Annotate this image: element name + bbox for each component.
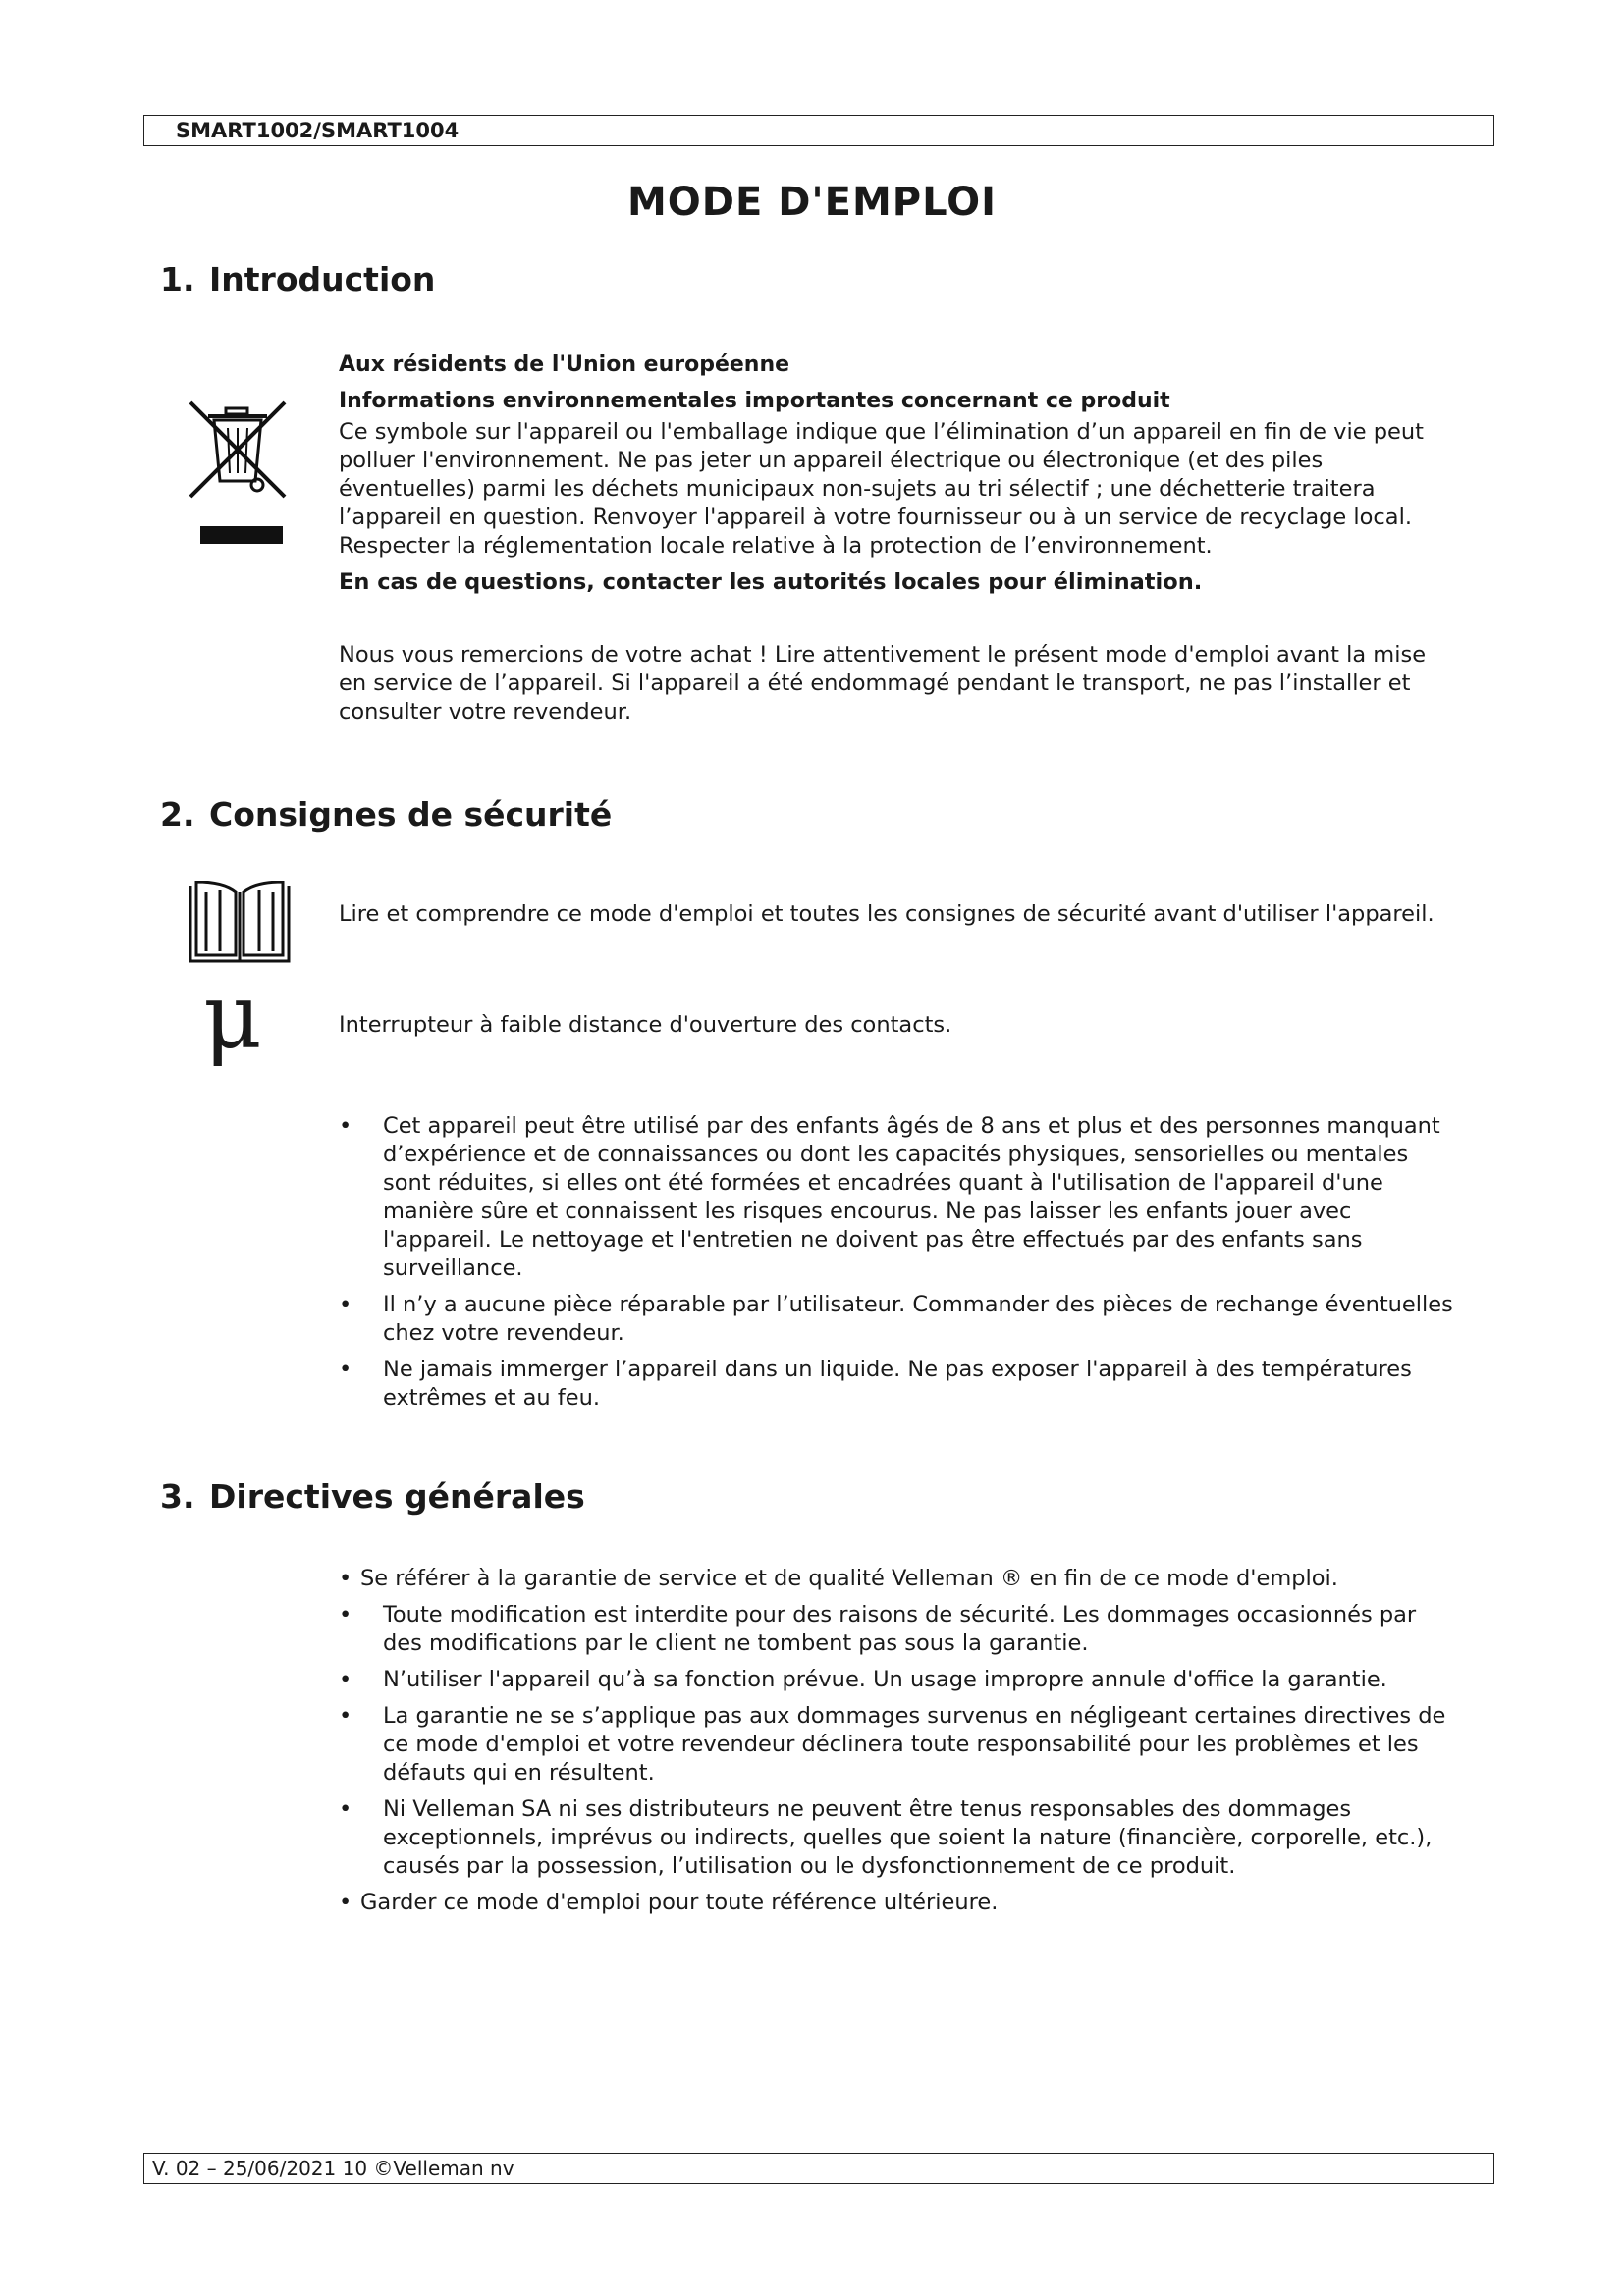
list-item: • N’utiliser l'appareil qu’à sa fonction prévue. Un usage impropre annule d'office la garantie. [339, 1667, 1387, 1692]
bullet-mark: • [339, 1703, 352, 1729]
list-item: • Toute modification est interdite pour des raisons de sécurité. Les dommages occasionnés par des modifications par le client ne tombent pas sous la garantie. [339, 1602, 1417, 1656]
eu-residents-title: Aux résidents de l'Union européenne [339, 352, 790, 377]
safety-bullet-list [339, 1112, 1453, 1420]
section-title: Directives générales [209, 1477, 585, 1516]
list-item: • Cet appareil peut être utilisé par des enfants âgés de 8 ans et plus et des personnes manquant d’expérience et de connaissances ou dont les capacités physiques, sensorielles ou mentales sont réduites, si elles ont été formées et encadrées quant à l'utilisation de l'appareil d'une manière sûre et connaissent les risques encourus. Ne pas laisser les enfants jouer avec l'appareil. Le nettoyage et l'entretien ne doivent pas être effectués par des enfants sans surveillance. [339, 1113, 1440, 1281]
bullet-mark: • [339, 1890, 352, 1915]
page-header [143, 115, 1494, 146]
micro-switch-note [339, 1011, 1448, 1040]
thanks-paragraph [339, 641, 1448, 726]
read-manual-text: Lire et comprendre ce mode d'emploi et toutes les consignes de sécurité avant d'utiliser l'appareil. [339, 901, 1435, 927]
section-number: 3. [160, 1477, 195, 1516]
footer-text: V. 02 – 25/06/2021 10 ©Velleman nv [152, 2157, 514, 2180]
list-item: • La garantie ne se s’applique pas aux dommages survenus en négligeant certaines directives de ce mode d'emploi et votre revendeur déclinera toute responsabilité pour les problèmes et les défauts qui en résultent. [339, 1703, 1446, 1786]
environment-title: Informations environnementales importantes concernant ce produit [339, 389, 1170, 413]
section-number: 2. [160, 795, 195, 833]
crossed-bin-icon [183, 395, 295, 550]
bullet-mark: • [339, 1566, 352, 1591]
document-title: MODE D'EMPLOI [626, 180, 998, 225]
questions-text: En cas de questions, contacter les autorités locales pour élimination. [339, 569, 1203, 595]
bullet-mark: • [339, 1667, 352, 1692]
bullet-mark: • [339, 1113, 352, 1139]
environment-notice [339, 350, 1448, 597]
mu-symbol-icon: μ [203, 964, 262, 1069]
section-heading-safety [160, 795, 612, 833]
environment-text: Ce symbole sur l'appareil ou l'emballage indique que l’élimination d’un appareil en fin de vie peut polluer l'environnement. Ne pas jeter un appareil électrique ou électronique (et des piles éventuelles) parmi les déchets municipaux non-sujets au tri sélectif ; une déchetterie traitera l’appareil en question. Renvoyer l'appareil à votre fournisseur ou à un service de recyclage local. Respecter la réglementation locale relative à la protection de l’environnement. [339, 419, 1424, 559]
list-item: • Ne jamais immerger l’appareil dans un liquide. Ne pas exposer l'appareil à des températures extrêmes et au feu. [339, 1357, 1412, 1411]
micro-switch-text: Interrupteur à faible distance d'ouverture des contacts. [339, 1012, 952, 1038]
bullet-mark: • [339, 1292, 352, 1317]
section-title: Consignes de sécurité [209, 795, 613, 833]
list-item: • Il n’y a aucune pièce réparable par l’utilisateur. Commander des pièces de rechange éventuelles chez votre revendeur. [339, 1292, 1453, 1346]
general-bullet-list [339, 1565, 1453, 1925]
model-name: SMART1002/SMART1004 [176, 119, 460, 142]
bullet-mark: • [339, 1602, 352, 1628]
section-number: 1. [160, 260, 195, 298]
bullet-mark: • [339, 1796, 352, 1822]
list-item: • Se référer à la garantie de service et de qualité Velleman ® en fin de ce mode d'emploi. [339, 1566, 1338, 1591]
page-footer [143, 2153, 1494, 2184]
open-book-icon [187, 879, 293, 969]
section-title: Introduction [209, 260, 436, 298]
list-item: • Garder ce mode d'emploi pour toute référence ultérieure. [339, 1890, 999, 1915]
read-manual-note [339, 900, 1448, 929]
thanks-text: Nous vous remercions de votre achat ! Lire attentivement le présent mode d'emploi avant la mise en service de l’appareil. Si l'appareil a été endommagé pendant le transport, ne pas l’installer et consulter votre revendeur. [339, 642, 1427, 724]
list-item: • Ni Velleman SA ni ses distributeurs ne peuvent être tenus responsables des dommages exceptionnels, imprévus ou indirects, quelles que soient la nature (financière, corporelle, etc.), causés par la possession, l’utilisation ou le dysfonctionnement de ce produit. [339, 1796, 1433, 1879]
bullet-mark: • [339, 1357, 352, 1382]
section-heading-introduction [160, 260, 435, 298]
section-heading-general [160, 1477, 585, 1516]
